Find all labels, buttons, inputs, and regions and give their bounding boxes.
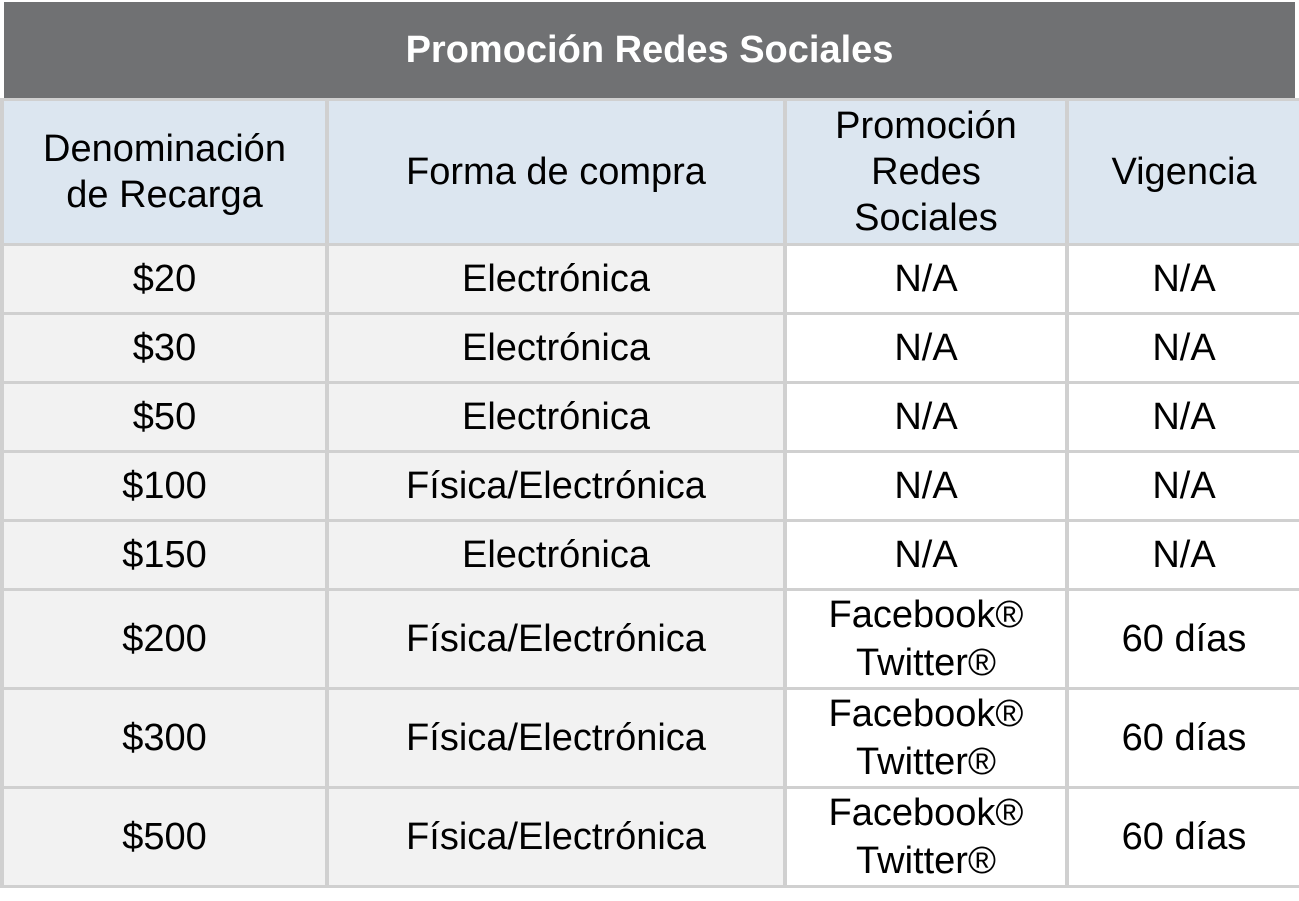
header-promocion-redes-sociales: Promoción Redes Sociales: [787, 101, 1065, 243]
promo-table-container: [0, 2, 1299, 901]
cell-promocion: N/A: [787, 384, 1065, 450]
cell-vigencia: N/A: [1069, 246, 1299, 312]
cell-denominacion: $30: [4, 315, 325, 381]
cell-promocion: Facebook® Twitter®: [787, 690, 1065, 786]
cell-vigencia: N/A: [1069, 453, 1299, 519]
promo-table: [0, 98, 1299, 888]
cell-denominacion: $500: [4, 789, 325, 885]
cell-promocion: N/A: [787, 315, 1065, 381]
cell-denominacion: $100: [4, 453, 325, 519]
cell-promocion: N/A: [787, 453, 1065, 519]
table-row: [4, 384, 1299, 450]
cell-denominacion: $50: [4, 384, 325, 450]
table-row: [4, 246, 1299, 312]
cell-promocion: N/A: [787, 246, 1065, 312]
cell-vigencia: N/A: [1069, 522, 1299, 588]
cell-forma: Electrónica: [329, 384, 783, 450]
cell-forma: Electrónica: [329, 522, 783, 588]
cell-promocion: Facebook® Twitter®: [787, 789, 1065, 885]
table-row: [4, 315, 1299, 381]
cell-vigencia: N/A: [1069, 315, 1299, 381]
cell-vigencia: N/A: [1069, 384, 1299, 450]
header-denominacion: Denominación de Recarga: [4, 101, 325, 243]
cell-denominacion: $200: [4, 591, 325, 687]
cell-vigencia: 60 días: [1069, 789, 1299, 885]
cell-vigencia: 60 días: [1069, 591, 1299, 687]
table-row: [4, 591, 1299, 687]
cell-forma: Electrónica: [329, 246, 783, 312]
cell-denominacion: $20: [4, 246, 325, 312]
header-forma-de-compra: Forma de compra: [329, 101, 783, 243]
cell-forma: Física/Electrónica: [329, 591, 783, 687]
cell-forma: Física/Electrónica: [329, 789, 783, 885]
table-row: [4, 453, 1299, 519]
cell-vigencia: 60 días: [1069, 690, 1299, 786]
cell-promocion: Facebook® Twitter®: [787, 591, 1065, 687]
table-row: [4, 789, 1299, 885]
cell-forma: Electrónica: [329, 315, 783, 381]
table-row: [4, 522, 1299, 588]
cell-denominacion: $300: [4, 690, 325, 786]
table-title: Promoción Redes Sociales: [4, 2, 1295, 98]
header-row: [4, 101, 1299, 243]
cell-promocion: N/A: [787, 522, 1065, 588]
table-row: [4, 690, 1299, 786]
cell-forma: Física/Electrónica: [329, 453, 783, 519]
cell-forma: Física/Electrónica: [329, 690, 783, 786]
header-vigencia: Vigencia: [1069, 101, 1299, 243]
cell-denominacion: $150: [4, 522, 325, 588]
